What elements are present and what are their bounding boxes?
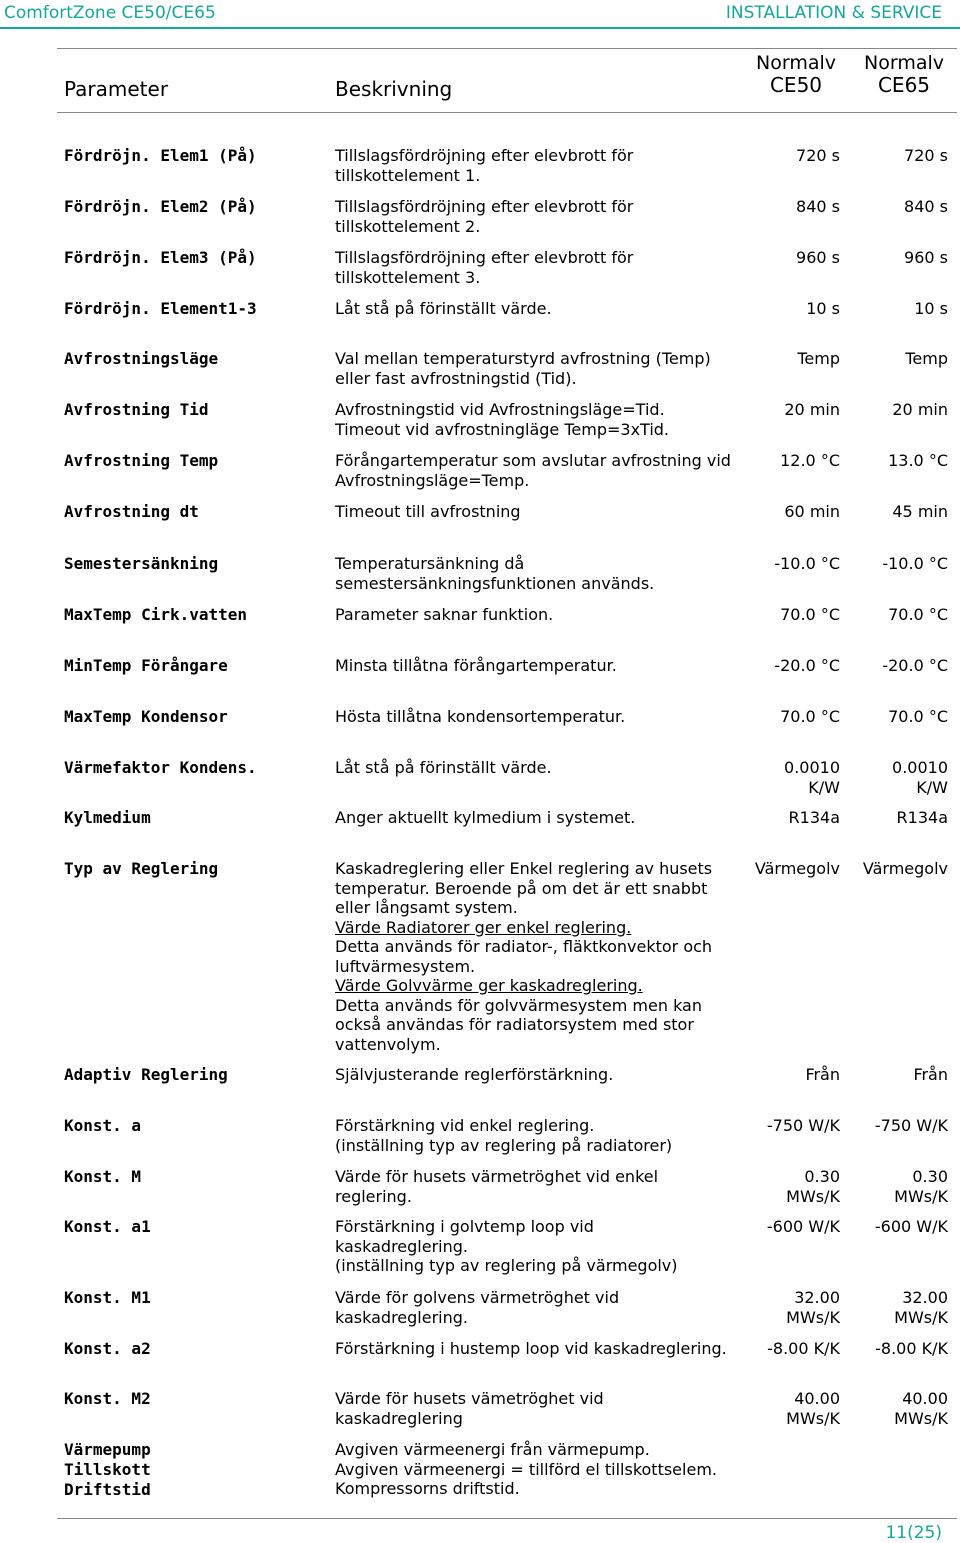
description-line: Avgiven värmeenergi från värmepump. [335,1440,650,1459]
parameter-description [335,197,735,236]
description-line: Parameter saknar funktion. [335,605,554,624]
default-value-ce65: 840 s [904,197,948,216]
default-value-ce50: 720 s [796,146,840,165]
parameter-description [335,400,735,439]
default-value-ce65 [838,1389,948,1429]
description-line: Förstärkning i golvtemp loop vid [335,1217,594,1236]
description-line: semestersänkningsfunktionen används. [335,573,655,593]
description-line: Avfrostningstid vid Avfrostningsläge=Tid. [335,400,665,419]
default-value-ce50: 840 s [796,197,840,216]
default-value-ce50: Från [805,1065,840,1084]
value-line: MWs/K [894,1187,948,1206]
description-line: Timeout vid avfrostningläge Temp=3xTid. [335,419,670,439]
parameter-description [335,1389,735,1428]
parameter-name: Fördröjn. Elem2 (På) [64,197,257,216]
value-line: 40.00 [902,1389,948,1408]
default-value-ce65: 13.0 °C [888,451,948,470]
default-value-ce65: Värmegolv [862,859,948,878]
description-line: Värde för husets vämetröghet vid [335,1389,604,1408]
description-line: kaskadreglering. [335,1307,468,1327]
default-value-ce65: 720 s [904,146,948,165]
description-line: Kompressorns driftstid. [335,1479,520,1498]
default-value-ce65 [838,1288,948,1328]
description-line: Val mellan temperaturstyrd avfrostning (Temp) [335,349,711,368]
value-line: 32.00 [794,1288,840,1307]
parameter-description [335,859,735,1054]
description-line: Värde för husets värmetröghet vid enkel [335,1167,659,1186]
default-value-ce50: Värmegolv [754,859,840,878]
default-value-ce65: Från [913,1065,948,1084]
default-value-ce50: 960 s [796,248,840,267]
default-value-ce65: -10.0 °C [882,554,948,573]
default-value-ce50: 20 min [784,400,840,419]
parameter-name: Värmefaktor Kondens. [64,758,257,777]
parameter-name: Avfrostning dt [64,502,199,521]
parameter-name: MinTemp Förångare [64,656,228,675]
parameter-description [335,1288,735,1327]
default-value-ce65: 960 s [904,248,948,267]
parameter-description [335,1217,735,1276]
description-line: Tillslagsfördröjning efter elevbrott för [335,146,634,165]
description-line: kaskadreglering [335,1408,463,1428]
parameter-name: Konst. a1 [64,1217,151,1236]
description-line: (inställning typ av reglering på radiatorer) [335,1135,673,1155]
description-line: Timeout till avfrostning [335,502,521,521]
description-line: Förstärkning i hustemp loop vid kaskadreglering. [335,1339,727,1358]
description-line: temperatur. Beroende på om det är ett snabbt [335,878,708,898]
description-line: Detta används för golvvärmesystem men kan [335,995,702,1015]
default-value-ce50: -10.0 °C [774,554,840,573]
description-line: Temperatursänkning då [335,554,525,573]
parameter-description [335,146,735,185]
parameter-name: Semestersänkning [64,554,219,573]
value-line: K/W [916,778,948,797]
default-value-ce65: -600 W/K [874,1217,948,1236]
description-line: luftvärmesystem. [335,956,476,976]
description-line: eller långsamt system. [335,898,518,917]
parameter-description [335,808,735,828]
description-line: vattenvolym. [335,1034,441,1054]
header-section: INSTALLATION & SERVICE [725,3,942,23]
header-product: ComfortZone CE50/CE65 [4,3,216,23]
default-value-ce65: -20.0 °C [882,656,948,675]
parameter-name: Konst. a2 [64,1339,151,1358]
default-value-ce50 [730,758,840,798]
description-line: Låt stå på förinställt värde. [335,758,552,777]
value-line: 0.0010 [784,758,840,777]
default-value-ce50: -600 W/K [766,1217,840,1236]
col-header-description: Beskrivning [335,77,453,101]
description-line: tillskottelement 2. [335,216,481,236]
default-value-ce65: 70.0 °C [888,707,948,726]
description-line: eller fast avfrostningstid (Tid). [335,368,577,388]
parameter-description [335,656,735,676]
parameter-description [335,1339,735,1359]
parameter-name: Kylmedium [64,808,151,827]
parameter-name: Adaptiv Reglering [64,1065,228,1084]
default-value-ce65: 70.0 °C [888,605,948,624]
value-line: 32.00 [902,1288,948,1307]
parameter-description [335,1116,735,1155]
description-line: Avgiven värmeenergi = tillförd el tillskottselem. [335,1459,717,1479]
parameter-name: Avfrostning Tid [64,400,209,419]
parameter-name: Fördröjn. Elem3 (På) [64,248,257,267]
default-value-ce50: 10 s [806,299,840,318]
description-line: (inställning typ av reglering på värmegolv) [335,1256,678,1275]
col-header-parameter: Parameter [64,77,169,101]
default-value-ce50: 12.0 °C [780,451,840,470]
description-line: Värde Golvvärme ger kaskadreglering. [335,976,643,995]
description-line: också användas för radiatorsystem med stor [335,1015,694,1034]
parameter-name: Konst. M2 [64,1389,151,1408]
value-line: 40.00 [794,1389,840,1408]
value-line: MWs/K [786,1409,840,1428]
description-line: Detta används för radiator-, fläktkonvektor och [335,937,713,956]
description-line: kaskadreglering. [335,1236,468,1256]
default-value-ce50: -750 W/K [766,1116,840,1135]
default-value-ce50: -8.00 K/K [767,1339,840,1358]
parameter-name: Konst. M1 [64,1288,151,1307]
default-value-ce65: 10 s [914,299,948,318]
parameter-name: Avfrostningsläge [64,349,219,368]
description-line: reglering. [335,1186,412,1206]
parameter-description [335,349,735,388]
col-header-ce65: Normalv CE65 [864,52,944,97]
parameter-description [335,299,735,319]
value-line: 0.30 [912,1167,948,1186]
parameter-description [335,758,735,778]
parameter-description [335,502,735,522]
default-value-ce65: Temp [905,349,948,368]
value-line: 0.30 [804,1167,840,1186]
footer-divider [57,1518,957,1519]
value-line: 0.0010 [892,758,948,777]
parameter-description [335,1065,735,1085]
parameter-name: Avfrostning Temp [64,451,219,470]
col-header-ce50: Normalv CE50 [756,52,836,97]
description-line: Avfrostningsläge=Temp. [335,470,530,490]
value-line: MWs/K [894,1308,948,1327]
description-line: tillskottelement 1. [335,165,481,185]
parameter-description [335,451,735,490]
default-value-ce50: 70.0 °C [780,707,840,726]
value-line: MWs/K [894,1409,948,1428]
parameter-description [335,707,735,727]
parameter-name: Konst. a [64,1116,142,1135]
parameter-name: MaxTemp Kondensor [64,707,228,726]
default-value-ce65 [838,758,948,798]
description-line: Kaskadreglering eller Enkel reglering av husets [335,859,713,878]
parameter-name: Värmepump Tillskott Driftstid [64,1440,151,1499]
default-value-ce65: -8.00 K/K [875,1339,948,1358]
default-value-ce50: Temp [797,349,840,368]
default-value-ce50 [730,1288,840,1328]
description-line: Förstärkning vid enkel reglering. [335,1116,595,1135]
description-line: Värde Radiatorer ger enkel reglering. [335,917,632,937]
description-line: Hösta tillåtna kondensortemperatur. [335,707,626,726]
description-line: Anger aktuellt kylmedium i systemet. [335,808,636,827]
default-value-ce65: R134a [896,808,948,827]
header-divider [0,27,960,29]
default-value-ce65 [838,1167,948,1207]
value-line: MWs/K [786,1187,840,1206]
description-line: Låt stå på förinställt värde. [335,299,552,318]
parameter-name: MaxTemp Cirk.vatten [64,605,248,624]
table-header-rule [57,112,957,113]
description-line: Minsta tillåtna förångartemperatur. [335,656,617,675]
default-value-ce50 [730,1389,840,1429]
page-number: 11(25) [885,1523,942,1543]
parameter-description [335,1167,735,1206]
description-line: Självjusterande reglerförstärkning. [335,1065,614,1084]
value-line: K/W [808,778,840,797]
parameter-description [335,554,735,593]
document-header [0,0,960,28]
parameter-name: Fördröjn. Element1-3 [64,299,257,318]
default-value-ce50 [730,1167,840,1207]
parameter-description [335,248,735,287]
parameter-description [335,1440,735,1499]
parameter-name: Fördröjn. Elem1 (På) [64,146,257,165]
default-value-ce65: -750 W/K [874,1116,948,1135]
description-line: Värde för golvens värmetröghet vid [335,1288,620,1307]
default-value-ce65: 20 min [892,400,948,419]
default-value-ce50: 70.0 °C [780,605,840,624]
parameter-description [335,605,735,625]
default-value-ce50: R134a [788,808,840,827]
description-line: tillskottelement 3. [335,267,481,287]
table-top-rule [57,48,957,49]
default-value-ce50: -20.0 °C [774,656,840,675]
parameter-name: Typ av Reglering [64,859,219,878]
default-value-ce50: 60 min [784,502,840,521]
default-value-ce65: 45 min [892,502,948,521]
description-line: Tillslagsfördröjning efter elevbrott för [335,197,634,216]
value-line: MWs/K [786,1308,840,1327]
description-line: Förångartemperatur som avslutar avfrostning vid [335,451,731,470]
parameter-name: Konst. M [64,1167,142,1186]
description-line: Tillslagsfördröjning efter elevbrott för [335,248,634,267]
